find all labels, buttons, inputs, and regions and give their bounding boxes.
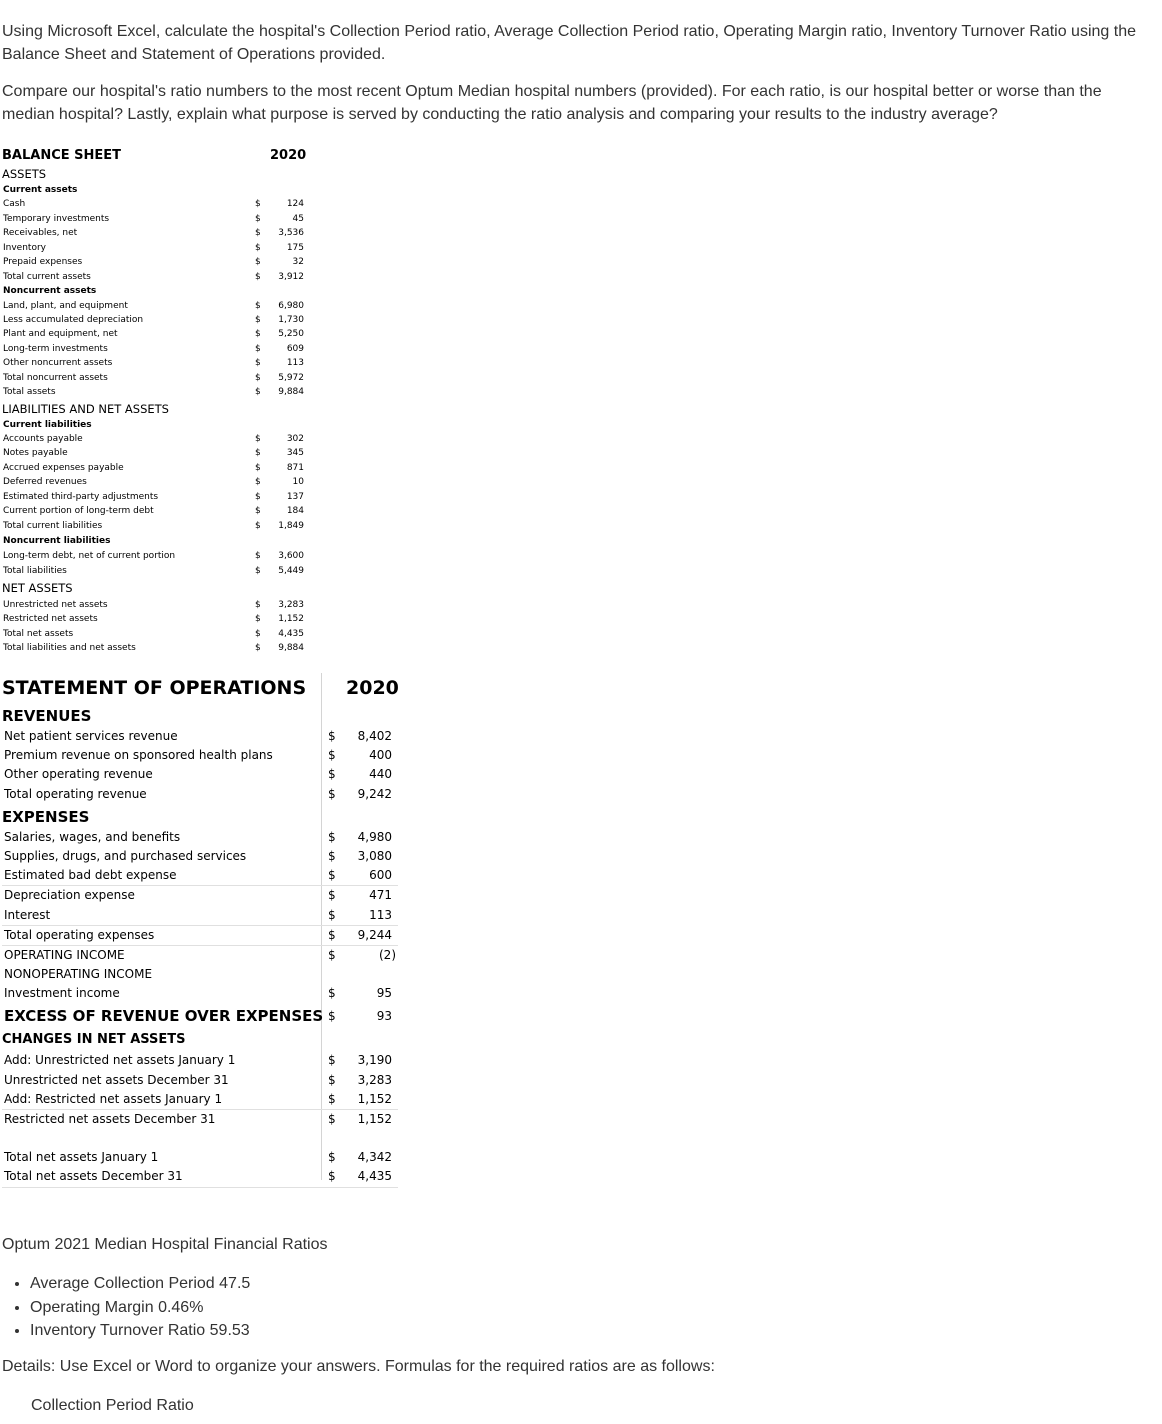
table-row: [2, 446, 332, 460]
row-currency: $: [328, 767, 336, 782]
table-row: [2, 746, 398, 765]
row-currency: $: [255, 257, 261, 268]
row-value: 1,849: [278, 520, 304, 531]
row-currency: $: [328, 1169, 336, 1184]
row-currency: $: [255, 387, 261, 398]
row-label: Restricted net assets December 31: [4, 1112, 216, 1126]
changes-list: [2, 1051, 398, 1129]
row-value: 5,449: [278, 565, 304, 576]
row-currency: $: [328, 888, 336, 903]
table-row: [2, 356, 332, 370]
table-row: [2, 765, 398, 784]
table-row: [2, 299, 332, 313]
row-value: 3,912: [278, 271, 304, 282]
table-row: [2, 847, 398, 866]
current-liabilities-list: [2, 432, 332, 533]
row-label: Total liabilities: [3, 565, 67, 576]
row-value: 9,884: [278, 387, 304, 398]
row-label: Salaries, wages, and benefits: [4, 829, 181, 844]
table-row: [2, 1090, 398, 1109]
row-label: Total current assets: [3, 271, 91, 282]
table-row: [2, 371, 332, 385]
net-assets-heading: NET ASSETS: [2, 580, 73, 595]
list-item: • Average Collection Period 47.5: [30, 1272, 250, 1296]
spacer: [2, 1129, 398, 1148]
row-currency: $: [328, 829, 336, 844]
row-label: Unrestricted net assets December 31: [4, 1072, 229, 1087]
row-label: Accounts payable: [3, 434, 83, 444]
row-value: 137: [286, 491, 304, 502]
row-value: 1,152: [278, 614, 304, 625]
row-currency: $: [328, 1112, 336, 1126]
row-value: 345: [286, 448, 304, 459]
row-currency: $: [255, 242, 261, 253]
row-label: Long-term debt, net of current portion: [3, 551, 176, 562]
row-label: Deferred revenues: [3, 477, 87, 488]
row-label: Total assets: [3, 387, 56, 398]
table-row: [2, 226, 332, 240]
optum-title: Optum 2021 Median Hospital Financial Ratios: [2, 1236, 328, 1253]
row-currency: $: [328, 1150, 336, 1165]
current-liabilities-heading: Current liabilities: [3, 419, 92, 430]
table-row: [2, 461, 332, 475]
row-label: Notes payable: [3, 448, 68, 459]
noncurrent-assets-heading: Noncurrent assets: [3, 286, 97, 297]
row-label: Land, plant, and equipment: [3, 300, 128, 311]
row-currency: $: [328, 786, 336, 801]
row-currency: $: [255, 213, 261, 224]
list-item: • Inventory Turnover Ratio 59.53: [30, 1319, 250, 1343]
row-label: Estimated bad debt expense: [4, 868, 177, 883]
table-row: [2, 432, 332, 446]
row-label: Total operating revenue: [4, 786, 147, 801]
row-label: Less accumulated depreciation: [3, 314, 144, 325]
row-label: Restricted net assets: [3, 614, 98, 625]
table-row: [2, 385, 332, 399]
row-value: 113: [369, 907, 392, 922]
row-currency: $: [255, 614, 261, 625]
nonoperating-heading: NONOPERATING INCOME: [4, 967, 153, 982]
row-label: Other noncurrent assets: [3, 358, 113, 369]
row-label: Other operating revenue: [4, 767, 153, 782]
row-value: 3,283: [357, 1072, 392, 1087]
table-row: [2, 255, 332, 269]
row-label: Total liabilities and net assets: [3, 643, 136, 654]
row-value: 1,730: [278, 314, 304, 325]
net-assets-list: [2, 598, 332, 656]
row-label: Total net assets December 31: [4, 1169, 183, 1184]
row-value: 4,342: [357, 1150, 392, 1165]
row-label: Add: Unrestricted net assets January 1: [4, 1053, 236, 1068]
row-currency: $: [255, 199, 261, 210]
row-value: 8,402: [357, 729, 392, 743]
table-row: [2, 1051, 398, 1070]
table-row: [2, 925, 398, 945]
expenses-list: [2, 828, 398, 945]
row-value: 113: [286, 358, 304, 369]
row-label: Interest: [4, 907, 51, 922]
revenues-list: [2, 727, 398, 804]
row-value: 302: [286, 434, 304, 444]
table-row: [2, 828, 398, 847]
table-row: [2, 612, 332, 626]
table-row: [2, 1071, 398, 1090]
row-currency: $: [328, 927, 336, 942]
noncurrent-liabilities-list: [2, 549, 332, 578]
row-value: 3,536: [278, 228, 304, 239]
row-value: 400: [369, 748, 392, 763]
row-label: Supplies, drugs, and purchased services: [4, 848, 247, 863]
table-row: [2, 270, 332, 284]
list-item: • Operating Margin 0.46%: [30, 1296, 250, 1320]
row-label: Current portion of long-term debt: [3, 506, 154, 517]
row-currency: $: [255, 434, 261, 444]
row-label: Inventory: [3, 242, 46, 253]
table-row: [2, 475, 332, 489]
table-row: [2, 627, 332, 641]
row-currency: $: [255, 477, 261, 488]
balance-sheet-year: 2020: [270, 148, 307, 163]
row-currency: $: [328, 868, 336, 883]
instructions-paragraph-2: Compare our hospital's ratio numbers to the most recent Optum Median hospital numbers (provided). For each ratio, is our hospital better or worse than the median hospital? Lastly, explain what purpose is served by conducting the ratio analysis and comparing your results to the industry average?: [2, 83, 1102, 123]
row-currency: $: [255, 643, 261, 654]
row-label: Long-term investments: [3, 343, 108, 354]
table-row: [2, 519, 332, 533]
row-currency: $: [255, 300, 261, 311]
row-value: 32: [292, 257, 304, 268]
row-label: Total noncurrent assets: [3, 372, 108, 383]
row-label: Temporary investments: [3, 213, 110, 224]
instructions-paragraph-1: Using Microsoft Excel, calculate the hospital's Collection Period ratio, Average Collection Period ratio, Operating Margin ratio, Inventory Turnover Ratio using the Balance Sheet and Statement of Operations provided.: [2, 23, 1136, 63]
statement-title: STATEMENT OF OPERATIONS: [2, 677, 307, 699]
row-value: 5,972: [278, 372, 304, 383]
row-currency: $: [255, 358, 261, 369]
row-value: 4,980: [357, 829, 392, 844]
noncurrent-liabilities-heading: Noncurrent liabilities: [3, 536, 111, 547]
row-currency: $: [255, 271, 261, 282]
table-row: [2, 866, 398, 885]
liabilities-heading: LIABILITIES AND NET ASSETS: [2, 401, 169, 416]
row-currency: $: [328, 1053, 336, 1068]
row-label: Total current liabilities: [3, 520, 103, 531]
table-row: [2, 313, 332, 327]
table-row: [2, 327, 332, 341]
table-row: [2, 785, 398, 804]
row-value: 4,435: [357, 1169, 392, 1184]
table-row: [2, 1109, 398, 1129]
row-label: Total net assets January 1: [4, 1150, 159, 1165]
row-value: 4,435: [278, 628, 304, 639]
row-value: 9,242: [357, 786, 392, 801]
row-value: 9,244: [357, 927, 392, 942]
row-currency: $: [255, 520, 261, 531]
statement-year: 2020: [346, 677, 399, 699]
investment-income-row: Investment income $ 95: [4, 986, 392, 1001]
row-currency: $: [255, 314, 261, 325]
row-currency: $: [255, 565, 261, 576]
row-value: 184: [286, 506, 304, 517]
row-currency: $: [255, 228, 261, 239]
row-label: Plant and equipment, net: [3, 329, 118, 340]
row-currency: $: [255, 372, 261, 383]
table-row: [2, 598, 332, 612]
table-row: [2, 241, 332, 255]
row-label: Net patient services revenue: [4, 729, 178, 743]
row-currency: $: [255, 599, 261, 610]
balance-sheet-header: [2, 145, 332, 165]
row-label: Cash: [3, 199, 26, 210]
row-currency: $: [255, 329, 261, 340]
row-currency: $: [328, 907, 336, 922]
row-currency: $: [255, 343, 261, 354]
row-value: 1,152: [357, 1112, 392, 1126]
row-currency: $: [255, 551, 261, 562]
row-label: Receivables, net: [3, 228, 78, 239]
row-currency: $: [328, 1091, 336, 1106]
row-label: Total net assets: [3, 628, 74, 639]
formula-heading: Collection Period Ratio: [31, 1397, 194, 1414]
optum-median-list: [10, 1272, 250, 1343]
row-value: 1,152: [357, 1091, 392, 1106]
table-row: [2, 564, 332, 578]
row-value: 5,250: [278, 329, 304, 340]
balance-sheet: [2, 145, 332, 656]
row-currency: $: [328, 748, 336, 763]
row-value: 45: [292, 213, 304, 224]
row-value: 10: [292, 477, 304, 488]
row-label: Depreciation expense: [4, 888, 135, 903]
row-label: Estimated third-party adjustments: [3, 491, 159, 502]
row-value: 3,283: [278, 599, 304, 610]
table-row: [2, 490, 332, 504]
row-value: 3,190: [357, 1053, 392, 1068]
row-label: Accrued expenses payable: [3, 462, 124, 473]
row-value: 600: [369, 868, 392, 883]
row-value: 609: [286, 343, 304, 354]
current-assets-heading: Current assets: [3, 185, 78, 195]
row-currency: $: [328, 1072, 336, 1087]
row-currency: $: [255, 491, 261, 502]
table-row: [2, 906, 398, 925]
operating-income-row: OPERATING INCOME $ (2): [2, 945, 398, 965]
row-value: 871: [286, 462, 304, 473]
row-label: Prepaid expenses: [3, 257, 83, 268]
row-currency: $: [255, 506, 261, 517]
row-currency: $: [328, 729, 336, 743]
statement-header: [2, 673, 398, 705]
table-row: [2, 212, 332, 226]
table-row: [2, 549, 332, 563]
expenses-heading: EXPENSES: [2, 807, 90, 826]
table-row: [2, 1148, 398, 1167]
noncurrent-assets-list: [2, 299, 332, 400]
row-value: 175: [286, 242, 304, 253]
row-label: Total operating expenses: [4, 927, 155, 942]
row-value: 9,884: [278, 643, 304, 654]
table-row: [2, 504, 332, 518]
row-value: 124: [286, 199, 304, 210]
row-currency: $: [255, 462, 261, 473]
row-value: 3,600: [278, 551, 304, 562]
row-currency: $: [328, 848, 336, 863]
row-label: Premium revenue on sponsored health plans: [4, 748, 273, 763]
details-text: Details: Use Excel or Word to organize your answers. Formulas for the required ratios are as follows:: [2, 1358, 715, 1375]
row-value: 440: [369, 767, 392, 782]
row-value: 471: [369, 888, 392, 903]
statement-of-operations: [2, 673, 398, 1188]
row-label: Add: Restricted net assets January 1: [4, 1091, 223, 1106]
table-row: [2, 342, 332, 356]
excess-revenue-row: EXCESS OF REVENUE OVER EXPENSES $ 93: [4, 1007, 392, 1026]
current-assets-list: [2, 197, 332, 284]
table-row: [2, 641, 332, 655]
row-currency: $: [255, 628, 261, 639]
revenues-heading: REVENUES: [2, 707, 92, 725]
table-row: [2, 197, 332, 211]
table-row: [2, 885, 398, 905]
row-value: 6,980: [278, 300, 304, 311]
row-label: Unrestricted net assets: [3, 599, 108, 610]
totals-list: [2, 1148, 398, 1187]
table-row: [2, 1167, 398, 1187]
table-row: [2, 727, 398, 746]
row-currency: $: [255, 448, 261, 459]
changes-heading: CHANGES IN NET ASSETS: [2, 1032, 186, 1048]
row-value: 3,080: [357, 848, 392, 863]
assets-heading: ASSETS: [2, 167, 47, 181]
balance-sheet-title: BALANCE SHEET: [2, 148, 122, 163]
